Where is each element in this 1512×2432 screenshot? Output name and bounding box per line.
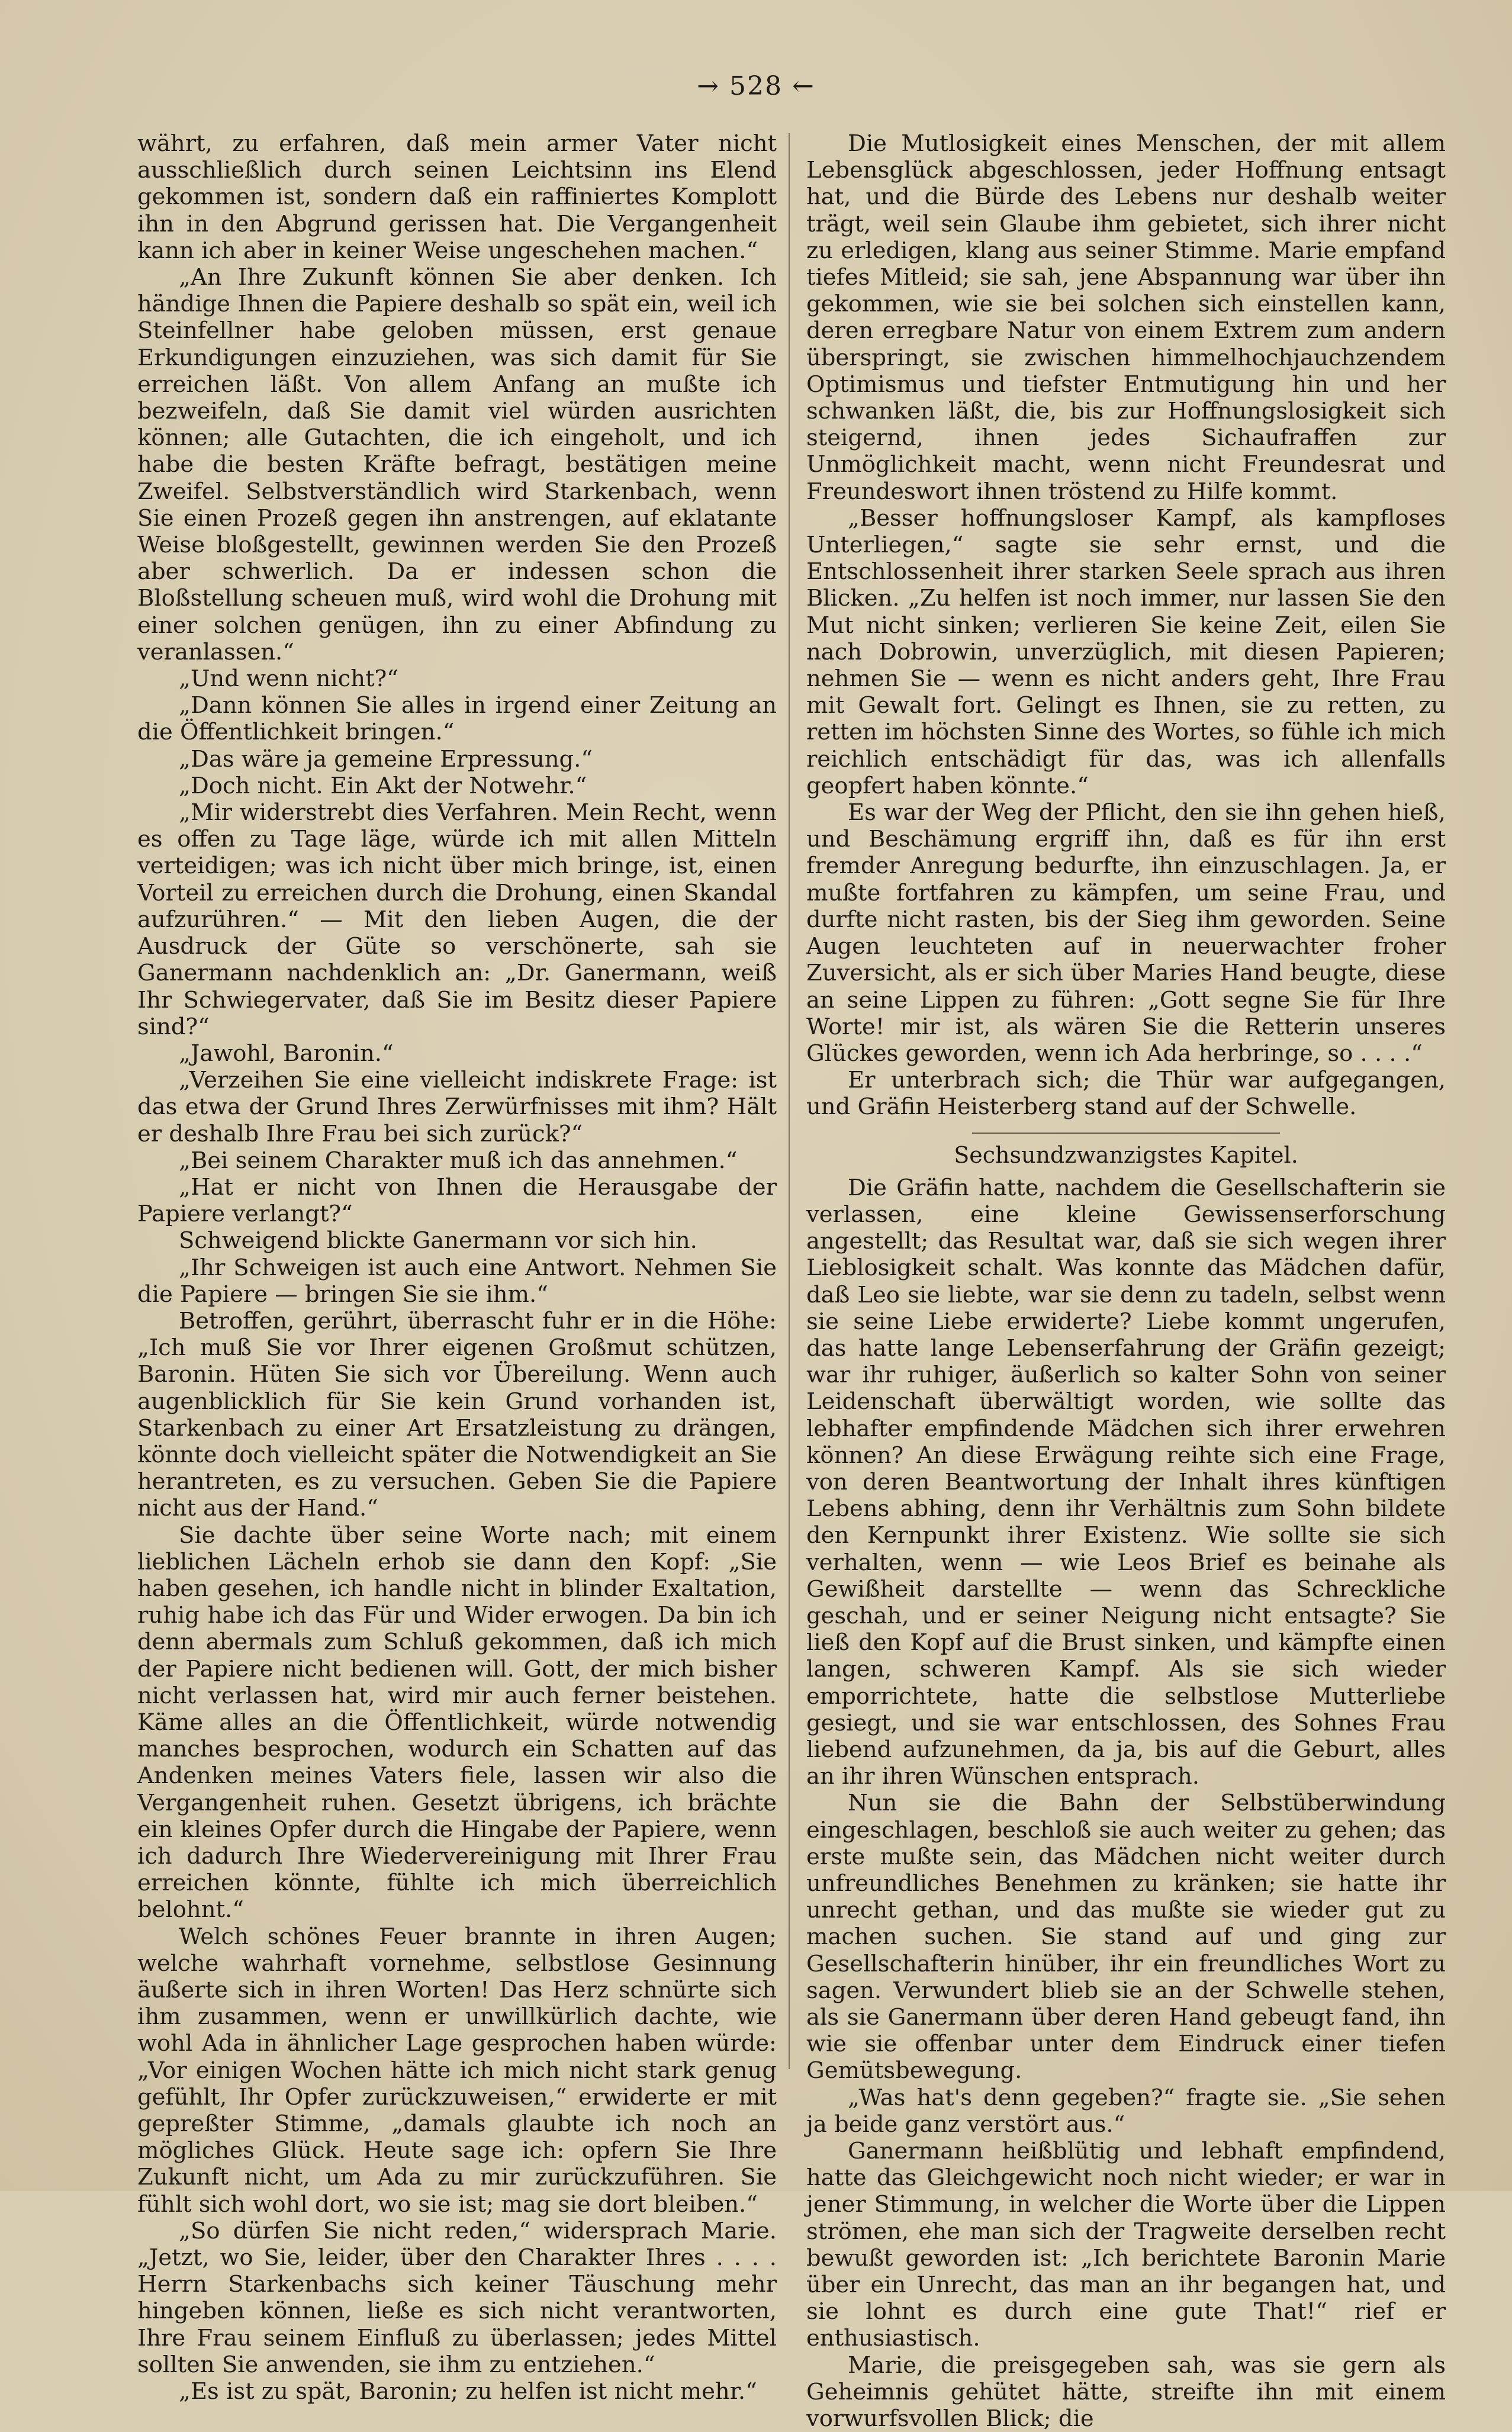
paragraph: Betroffen, gerührt, überrascht fuhr er in die Höhe: „Ich muß Sie vor Ihrer eigenen Großmut schützen, Baronin. Hüten Sie sich vor Übereilung. Wenn auch augenblicklich für Sie kein Grund vorhanden ist, Starkenbach zu einer Art Ersatzleistung zu drängen, könnte doch vielleicht später die Notwendigkeit an Sie herantreten, es zu versuchen. Geben Sie die Papiere nicht aus der Hand.“ bbox=[137, 1307, 777, 1522]
paragraph: „Bei seinem Charakter muß ich das annehmen.“ bbox=[179, 1147, 738, 1174]
paragraph: Nun sie die Bahn der Selbstüberwindung eingeschlagen, beschloß sie auch weiter zu gehen; das erste mußte sein, das Mädchen nicht weiter durch unfreundliches Benehmen zu kränken; sie hatte ihr unrecht gethan, und das mußte sie wieder gut zu machen suchen. Sie stand auf und ging zur Gesellschafterin hinüber, ihr ein freundliches Wort zu sagen. Verwundert blieb sie an der Schwelle stehen, als sie Ganermann über deren Hand gebeugt fand, ihn wie sie offenbar unter dem Eindruck einer tiefen Gemütsbewegung. bbox=[806, 1790, 1446, 2084]
right-column-text-after-chapter bbox=[806, 1175, 1446, 2432]
chapter-rule bbox=[972, 1133, 1280, 1134]
right-column bbox=[806, 130, 1446, 2432]
paragraph: „Mir widerstrebt dies Verfahren. Mein Recht, wenn es offen zu Tage läge, würde ich mit allen Mitteln verteidigen; was ich nicht über mich bringe, ist, einen Vorteil zu erreichen durch die Drohung, einen Skandal aufzurühren.“ — Mit den lieben Augen, die der Ausdruck der Güte so verschönerte, sah sie Ganermann nachdenklich an: „Dr. Ganermann, weiß Ihr Schwiegervater, daß Sie im Besitz dieser Papiere sind?“ bbox=[137, 799, 777, 1040]
paragraph: „Und wenn nicht?“ bbox=[179, 665, 398, 693]
paragraph: „So dürfen Sie nicht reden,“ widersprach Marie. „Jetzt, wo Sie, leider, über den Charakter Ihres . . . . Herrn Starkenbachs sich keiner Täuschung mehr hingeben können, ließe es sich nicht verantworten, Ihre Frau seinem Einfluß zu überlassen; jedes Mittel sollten Sie anwenden, sie ihm zu entziehen.“ bbox=[137, 2217, 777, 2378]
paragraph: Sie dachte über seine Worte nach; mit einem lieblichen Lächeln erhob sie dann den Kopf: „Sie haben gesehen, ich handle nicht in blinder Exaltation, ruhig habe ich das Für und Wider erwogen. Da bin ich denn abermals zum Schluß gekommen, daß ich mich der Papiere nicht bedienen will. Gott, der mich bisher nicht verlassen hat, wird mir auch ferner beistehen. Käme alles an die Öffentlichkeit, würde notwendig manches besprochen, wodurch ein Schatten auf das Andenken meines Vaters fiele, lassen wir also die Vergangenheit ruhen. Gesetzt übrigens, ich brächte ein kleines Opfer durch die Hingabe der Papiere, wenn ich dadurch Ihre Wiedervereinigung mit Ihrer Frau erreichen könnte, fühlte ich mich überreichlich belohnt.“ bbox=[137, 1521, 777, 1923]
paragraph: „Dann können Sie alles in irgend einer Zeitung an die Öffentlichkeit bringen.“ bbox=[137, 692, 777, 746]
chapter-title: Sechsundzwanzigstes Kapitel. bbox=[954, 1141, 1298, 1168]
paragraph: „Verzeihen Sie eine vielleicht indiskrete Frage: ist das etwa der Grund Ihres Zerwürfnisses mit ihm? Hält er deshalb Ihre Frau bei sich zurück?“ bbox=[137, 1067, 777, 1147]
paragraph: Welch schönes Feuer brannte in ihren Augen; welche wahrhaft vornehme, selbstlose Gesinnung äußerte sich in ihren Worten! Das Herz schnürte sich ihm zusammen, wenn er unwillkürlich dachte, wie wohl Ada in ähnlicher Lage gesprochen haben würde: „Vor einigen Wochen hätte ich mich nicht stark genug gefühlt, Ihr Opfer zurückzuweisen,“ erwiderte er mit gepreßter Stimme, „damals glaubte ich noch an mögliches Glück. Heute sage ich: opfern Sie Ihre Zukunft nicht, um Ada zu mir zurückzuführen. Sie fühlt sich wohl dort, wo sie ist; mag sie dort bleiben.“ bbox=[137, 1923, 777, 2218]
paragraph: währt, zu erfahren, daß mein armer Vater nicht ausschließlich durch seinen Leichtsinn ins Elend gekommen ist, sondern daß ein raffiniertes Komplott ihn in den Abgrund gerissen hat. Die Vergangenheit kann ich aber in keiner Weise ungeschehen machen.“ bbox=[137, 130, 777, 264]
column-divider bbox=[789, 133, 790, 2069]
page-number: → 528 ← bbox=[697, 71, 815, 101]
paragraph: „An Ihre Zukunft können Sie aber denken. Ich händige Ihnen die Papiere deshalb so spät ein, weil ich Steinfellner habe geloben müssen, erst genaue Erkundigungen einzuziehen, was sich damit für Sie erreichen läßt. Von allem Anfang an mußte ich bezweifeln, daß Sie damit viel würden ausrichten können; alle Gutachten, die ich eingeholt, und ich habe die besten Kräfte befragt, bestätigen meine Zweifel. Selbstverständlich wird Starkenbach, wenn Sie einen Prozeß gegen ihn anstrengen, auf eklatante Weise bloßgestellt, gewinnen werden Sie den Prozeß aber schwerlich. Da er indessen schon die Bloßstellung scheuen muß, wird wohl die Drohung mit einer solchen genügen, ihn zu einer Abfindung zu veranlassen.“ bbox=[137, 264, 777, 665]
paragraph: „Doch nicht. Ein Akt der Notwehr.“ bbox=[179, 772, 587, 799]
paragraph: „Es ist zu spät, Baronin; zu helfen ist nicht mehr.“ bbox=[179, 2378, 757, 2405]
paragraph: Er unterbrach sich; die Thür war aufgegangen, und Gräfin Heisterberg stand auf der Schwelle. bbox=[806, 1067, 1446, 1121]
paragraph: Die Gräfin hatte, nachdem die Gesellschafterin sie verlassen, eine kleine Gewissenserforschung angestellt; das Resultat war, daß sie sich wegen ihrer Lieblosigkeit schalt. Was konnte das Mädchen dafür, daß Leo sie liebte, war sie denn zu tadeln, selbst wenn sie seine Liebe erwiderte? Liebe kommt ungerufen, das hatte lange Lebenserfahrung der Gräfin gezeigt; war ihr ruhiger, äußerlich so kalter Sohn von seiner Leidenschaft überwältigt worden, wie sollte das lebhafter empfindende Mädchen sich ihrer erwehren können? An diese Erwägung reihte sich eine Frage, von deren Beantwortung der Inhalt ihres künftigen Lebens abhing, denn ihr Verhältnis zum Sohn bildete den Kernpunkt ihrer Existenz. Wie sollte sie sich verhalten, wenn — wie Leos Brief es beinahe als Gewißheit darstellte — wenn das Schreckliche geschah, und er seiner Neigung nicht entsagte? Sie ließ den Kopf auf die Brust sinken, und kämpfte einen langen, schweren Kampf. Als sie sich wieder emporrichtete, hatte die selbstlose Mutterliebe gesiegt, und sie war entschlossen, des Sohnes Frau liebend aufzunehmen, da ja, bis auf die Geburt, alles an ihr ihren Wünschen entsprach. bbox=[806, 1174, 1446, 1790]
paragraph: „Jawohl, Baronin.“ bbox=[179, 1040, 394, 1067]
paragraph: „Das wäre ja gemeine Erpressung.“ bbox=[179, 745, 593, 773]
left-column bbox=[137, 130, 777, 2405]
paragraph: Ganermann heißblütig und lebhaft empfindend, hatte das Gleichgewicht noch nicht wieder; er war in jener Stimmung, in welcher die Worte über die Lippen strömen, ehe man sich der Tragweite derselben recht bewußt geworden ist: „Ich berichtete Baronin Marie über ein Unrecht, das man an ihr begangen hat, und sie lohnt es durch eine gute That!“ rief er enthusiastisch. bbox=[806, 2138, 1446, 2352]
paragraph: Es war der Weg der Pflicht, den sie ihn gehen hieß, und Beschämung ergriff ihn, daß es für ihn erst fremder Anregung bedurfte, ihn einzuschlagen. Ja, er mußte fortfahren zu kämpfen, um seine Frau, und durfte nicht rasten, bis der Sieg ihm geworden. Seine Augen leuchteten auf in neuerwachter froher Zuversicht, als er sich über Maries Hand beugte, diese an seine Lippen zu führen: „Gott segne Sie für Ihre Worte! mir ist, als wären Sie die Retterin unseres Glückes geworden, wenn ich Ada herbringe, so . . . .“ bbox=[806, 799, 1446, 1067]
paragraph: „Hat er nicht von Ihnen die Herausgabe der Papiere verlangt?“ bbox=[137, 1173, 777, 1228]
right-column-text-before-chapter bbox=[806, 130, 1446, 1121]
paragraph: „Was hat's denn gegeben?“ fragte sie. „Sie sehen ja beide ganz verstört aus.“ bbox=[806, 2084, 1446, 2138]
paragraph: Schweigend blickte Ganermann vor sich hin. bbox=[179, 1227, 697, 1254]
paragraph: „Ihr Schweigen ist auch eine Antwort. Nehmen Sie die Papiere — bringen Sie sie ihm.“ bbox=[137, 1254, 777, 1308]
paragraph: Die Mutlosigkeit eines Menschen, der mit allem Lebensglück abgeschlossen, jeder Hoffnung entsagt hat, und die Bürde des Lebens nur deshalb weiter trägt, weil sein Glaube ihm gebietet, sich ihrer nicht zu erledigen, klang aus seiner Stimme. Marie empfand tiefes Mitleid; sie sah, jene Abspannung war über ihn gekommen, wie sie bei solchen sich einstellen kann, deren erregbare Natur von einem Extrem zum andern überspringt, sie zwischen himmelhochjauchzendem Optimismus und tiefster Entmutigung hin und her schwanken läßt, die, bis zur Hoffnungslosigkeit sich steigernd, ihnen jedes Sichaufraffen zur Unmöglichkeit macht, wenn nicht Freundesrat und Freundeswort ihnen tröstend zu Hilfe kommt. bbox=[806, 130, 1446, 505]
paragraph: Marie, die preisgegeben sah, was sie gern als Geheimnis gehütet hätte, streifte ihn mit einem vorwurfsvollen Blick; die bbox=[806, 2351, 1446, 2432]
paragraph: „Besser hoffnungsloser Kampf, als kampfloses Unterliegen,“ sagte sie sehr ernst, und die Entschlossenheit ihrer starken Seele sprach aus ihren Blicken. „Zu helfen ist noch immer, nur lassen Sie den Mut nicht sinken; verlieren Sie keine Zeit, eilen Sie nach Dobrowin, unverzüglich, mit diesen Papieren; nehmen Sie — wenn es nicht anders geht, Ihre Frau mit Gewalt fort. Gelingt es Ihnen, sie zu retten, zu retten im höchsten Sinne des Wortes, so fühle ich mich reichlich entschädigt für das, was ich allenfalls geopfert haben könnte.“ bbox=[806, 504, 1446, 799]
